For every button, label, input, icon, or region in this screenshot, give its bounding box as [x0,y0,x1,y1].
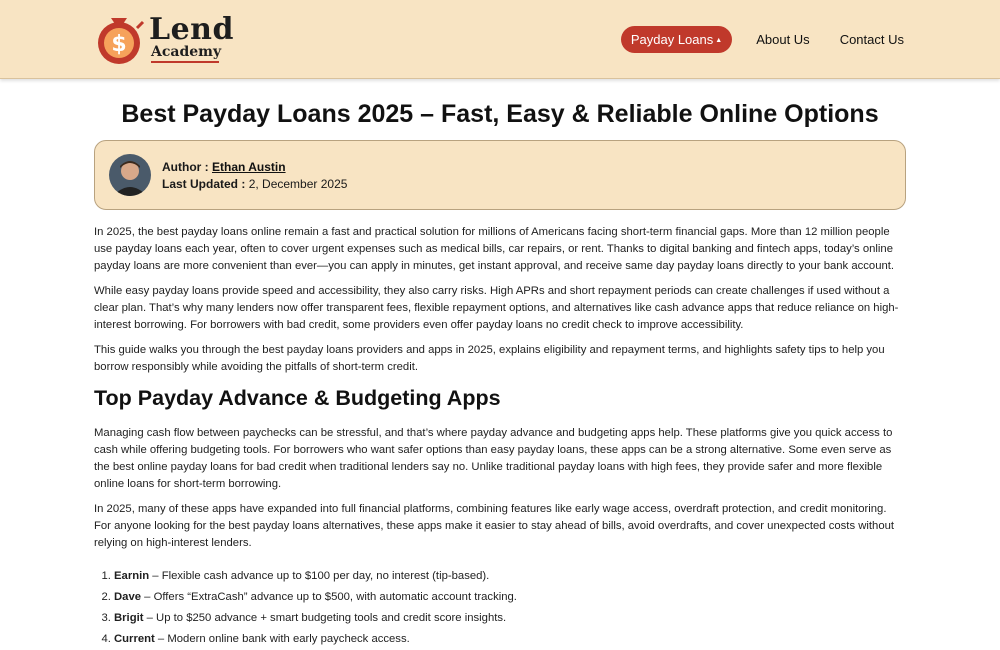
avatar [109,154,151,196]
author-link[interactable]: Ethan Austin [212,160,286,174]
updated-label: Last Updated : [162,177,246,191]
brand-underline [151,61,219,63]
app-name: Current [114,633,155,645]
list-item [114,587,906,608]
intro-paragraph: In 2025, the best payday loans online remain a fast and practical solution for millions of Americans facing short-term financial gaps. More than 12 million people use payday loans each year, often to cover urgent expenses such as medical bills, car repairs, or rent. Thanks to digital banking and fintech apps, today’s online payday loans are more convenient than ever—you can apply in minutes, get instant approval, and receive same day payday loans directly to your bank account. [94,226,895,272]
nav-label: Payday Loans [630,32,714,47]
brand-logo[interactable] [93,8,243,70]
nav-item-contact-us[interactable]: Contact Us [839,32,904,47]
author-meta [162,159,347,193]
list-item [114,566,906,587]
app-desc: – Up to $250 advance + smart budgeting tools and credit score insights. [143,612,507,624]
intro-paragraph: This guide walks you through the best payday loans providers and apps in 2025, explains eligibility and repayment terms, and highlights safety tips to help you borrow responsibly while avoiding the pitfalls of short-term credit. [94,344,885,373]
money-bag-icon [93,10,145,66]
app-desc: – Offers “ExtraCash” advance up to $500, with automatic account tracking. [141,591,517,603]
section-paragraph: In 2025, many of these apps have expanded into full financial platforms, combining features like early wage access, overdraft protection, and credit monitoring. For anyone looking for the best payday loans alternatives, these apps make it easier to stay ahead of bills, avoid overdrafts, and cover unexpected costs without relying on high-interest lenders. [94,503,895,549]
site-header [0,0,1000,79]
svg-text:$: $ [111,32,127,57]
app-name: Dave [114,591,142,603]
brand-name: Lend [149,12,234,47]
page-title: Best Payday Loans 2025 – Fast, Easy & Reliable Online Options [121,100,879,128]
list-item [114,629,906,650]
author-box [94,140,906,210]
caret-up-icon: ▲ [715,37,723,44]
main-nav [621,26,910,53]
app-desc: – Flexible cash advance up to $100 per day, no interest (tip-based). [149,570,490,582]
section-paragraph: Managing cash flow between paychecks can be stressful, and that’s where payday advance and budgeting apps help. These platforms give you quick access to cash while offering budgeting tools. For borrowers who want safer options than easy payday loans, these apps can be a strong alternative. Some even serve as the best online payday loans for bad credit when traditional lenders say no. Unlike traditional payday loans with high fees, they provide safer and more flexible online loans for short-term borrowing. [94,427,893,490]
brand-subtitle: Academy [151,44,222,60]
section-heading: Top Payday Advance & Budgeting Apps [94,386,501,410]
app-desc: – Modern online bank with early paycheck access. [154,633,410,645]
app-name: Brigit [114,612,144,624]
author-label: Author : [162,160,209,174]
nav-item-payday-loans[interactable] [621,26,732,53]
intro-paragraph: While easy payday loans provide speed and accessibility, they also carry risks. High APRs and short repayment periods can create challenges if used without a clear plan. That’s why many lenders now offer transparent fees, flexible repayment options, and alternatives like cash advance apps that reduce reliance on high-interest borrowing. For borrowers with bad credit, some providers even offer payday loans no credit check to improve accessibility. [94,285,899,331]
nav-item-about-us[interactable]: About Us [756,32,810,47]
list-item [114,608,906,629]
apps-list [94,566,906,650]
updated-date: 2, December 2025 [248,177,348,191]
article [94,80,906,650]
app-name: Earnin [114,570,150,582]
